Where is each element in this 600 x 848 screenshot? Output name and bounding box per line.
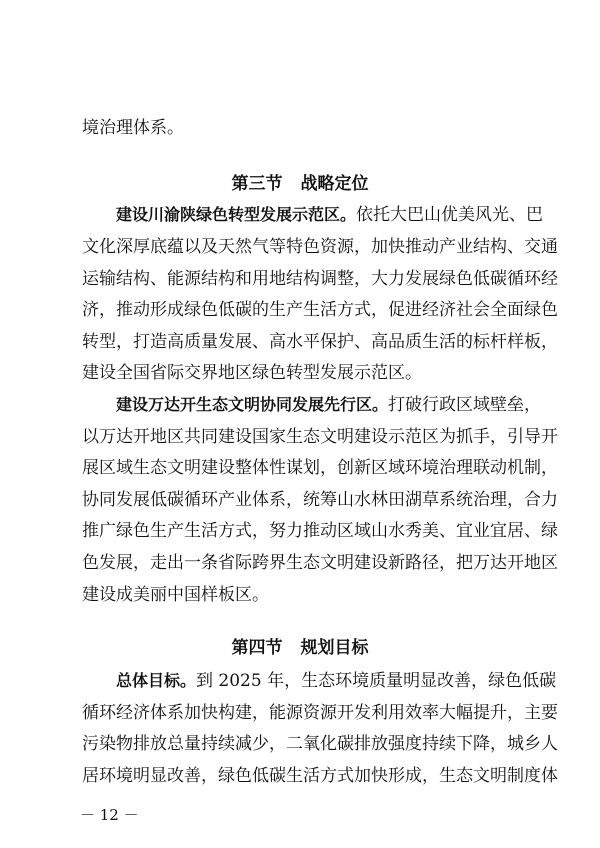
section-3-p2-line-6: 色发展，走出一条省际跨界生态文明建设新路径，把万达开地区 <box>82 553 558 573</box>
intro-line: 境治理体系。 <box>82 118 184 138</box>
section-4-heading <box>0 638 600 658</box>
section-3-p2-line-7: 建设成美丽中国样板区。 <box>82 585 269 605</box>
section-3-number: 第三节 <box>231 174 283 194</box>
section-3-p1-line-5: 转型，打造高质量发展、高水平保护、高品质生活的标杆样板， <box>82 332 558 352</box>
section-3-p2-line-2: 以万达开地区共同建设国家生态文明建设示范区为抓手，引导开 <box>82 427 558 447</box>
section-3-p2-line-4: 协同发展低碳循环产业体系，统筹山水林田湖草系统治理，合力 <box>82 490 558 510</box>
section-4-p1-line-2: 循环经济体系加快构建，能源资源开发利用效率大幅提升，主要 <box>82 703 558 723</box>
section-3-p2-line-1-text: 打破行政区域壁垒， <box>388 395 542 415</box>
section-3-p2-line-3: 展区域生态文明建设整体性谋划，创新区域环境治理联动机制， <box>82 458 558 478</box>
section-4-p1-line-4: 居环境明显改善，绿色低碳生活方式加快形成，生态文明制度体 <box>82 766 558 786</box>
section-4-title: 规划目标 <box>300 638 369 658</box>
section-3-p1-line-6: 建设全国省际交界地区绿色转型发展示范区。 <box>82 363 422 383</box>
section-3-p2-lead: 建设万达开生态文明协同发展先行区。 <box>116 395 389 414</box>
section-4-p1-line-1-text: 到 2025 年，生态环境质量明显改善，绿色低碳 <box>196 671 557 691</box>
section-3-p1-line-1 <box>116 205 544 225</box>
section-3-title: 战略定位 <box>300 174 369 194</box>
section-3-p2-line-1 <box>116 395 542 415</box>
section-3-p1-line-4: 济，推动形成绿色低碳的生产生活方式，促进经济社会全面绿色 <box>82 300 558 320</box>
section-4-p1-line-3: 污染物排放总量持续减少，二氧化碳排放强度持续下降，城乡人 <box>82 734 558 754</box>
section-4-p1-line-1 <box>116 671 557 691</box>
section-3-p1-lead: 建设川渝陕绿色转型发展示范区。 <box>116 205 357 224</box>
section-3-p2-line-5: 推广绿色生产生活方式，努力推动区域山水秀美、宜业宜居、绿 <box>82 521 558 541</box>
page-number: － 12 － <box>80 806 139 824</box>
section-4-p1-lead: 总体目标。 <box>116 671 197 690</box>
section-3-p1-line-3: 运输结构、能源结构和用地结构调整，大力发展绿色低碳循环经 <box>82 269 558 289</box>
section-3-p1-line-2: 文化深厚底蕴以及天然气等特色资源，加快推动产业结构、交通 <box>82 237 558 257</box>
section-4-number: 第四节 <box>231 638 283 658</box>
section-3-heading <box>0 174 600 194</box>
section-3-p1-line-1-text: 依托大巴山优美风光、巴 <box>356 205 544 225</box>
